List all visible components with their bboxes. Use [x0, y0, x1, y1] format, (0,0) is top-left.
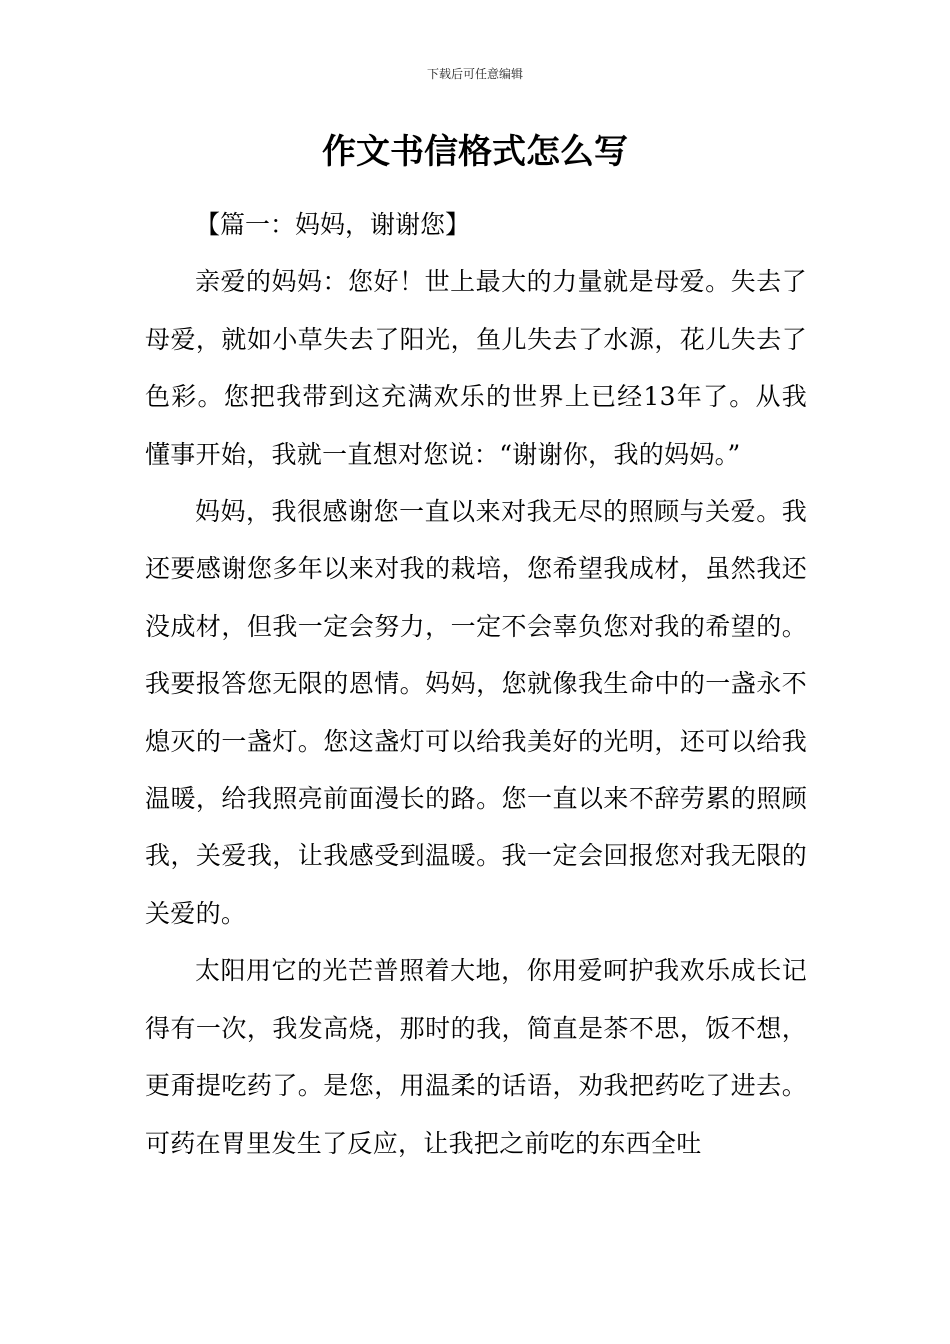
document-body	[145, 196, 807, 1172]
section-heading: 【篇一：妈妈，谢谢您】	[195, 210, 471, 239]
paragraph-2: 妈妈，我很感谢您一直以来对我无尽的照顾与关爱。我还要感谢您多年以来对我的栽培，您希望我成材，虽然我还没成材，但我一定会努力，一定不会辜负您对我的希望的。我要报答您无限的恩情。妈妈，您就像我生命中的一盏永不熄灭的一盏灯。您这盏灯可以给我美好的光明，还可以给我温暖，给我照亮前面漫长的路。您一直以来不辞劳累的照顾我，关爱我，让我感受到温暖。我一定会回报您对我无限的关爱的。	[145, 497, 807, 928]
header-note: 下载后可任意编辑	[426, 67, 523, 81]
paragraph-1: 亲爱的妈妈：您好！世上最大的力量就是母爱。失去了母爱，就如小草失去了阳光，鱼儿失去了水源，花儿失去了色彩。您把我带到这充满欢乐的世界上已经13年了。从我懂事开始，我就一直想对您说：“谢谢你，我的妈妈。”	[145, 267, 807, 469]
paragraph-3: 太阳用它的光芒普照着大地，你用爱呵护我欢乐成长记得有一次，我发高烧，那时的我，简直是茶不思，饭不想，更甭提吃药了。是您，用温柔的话语，劝我把药吃了进去。可药在胃里发生了反应，让我把之前吃的东西全吐	[145, 956, 807, 1158]
document-title: 作文书信格式怎么写	[322, 132, 628, 172]
